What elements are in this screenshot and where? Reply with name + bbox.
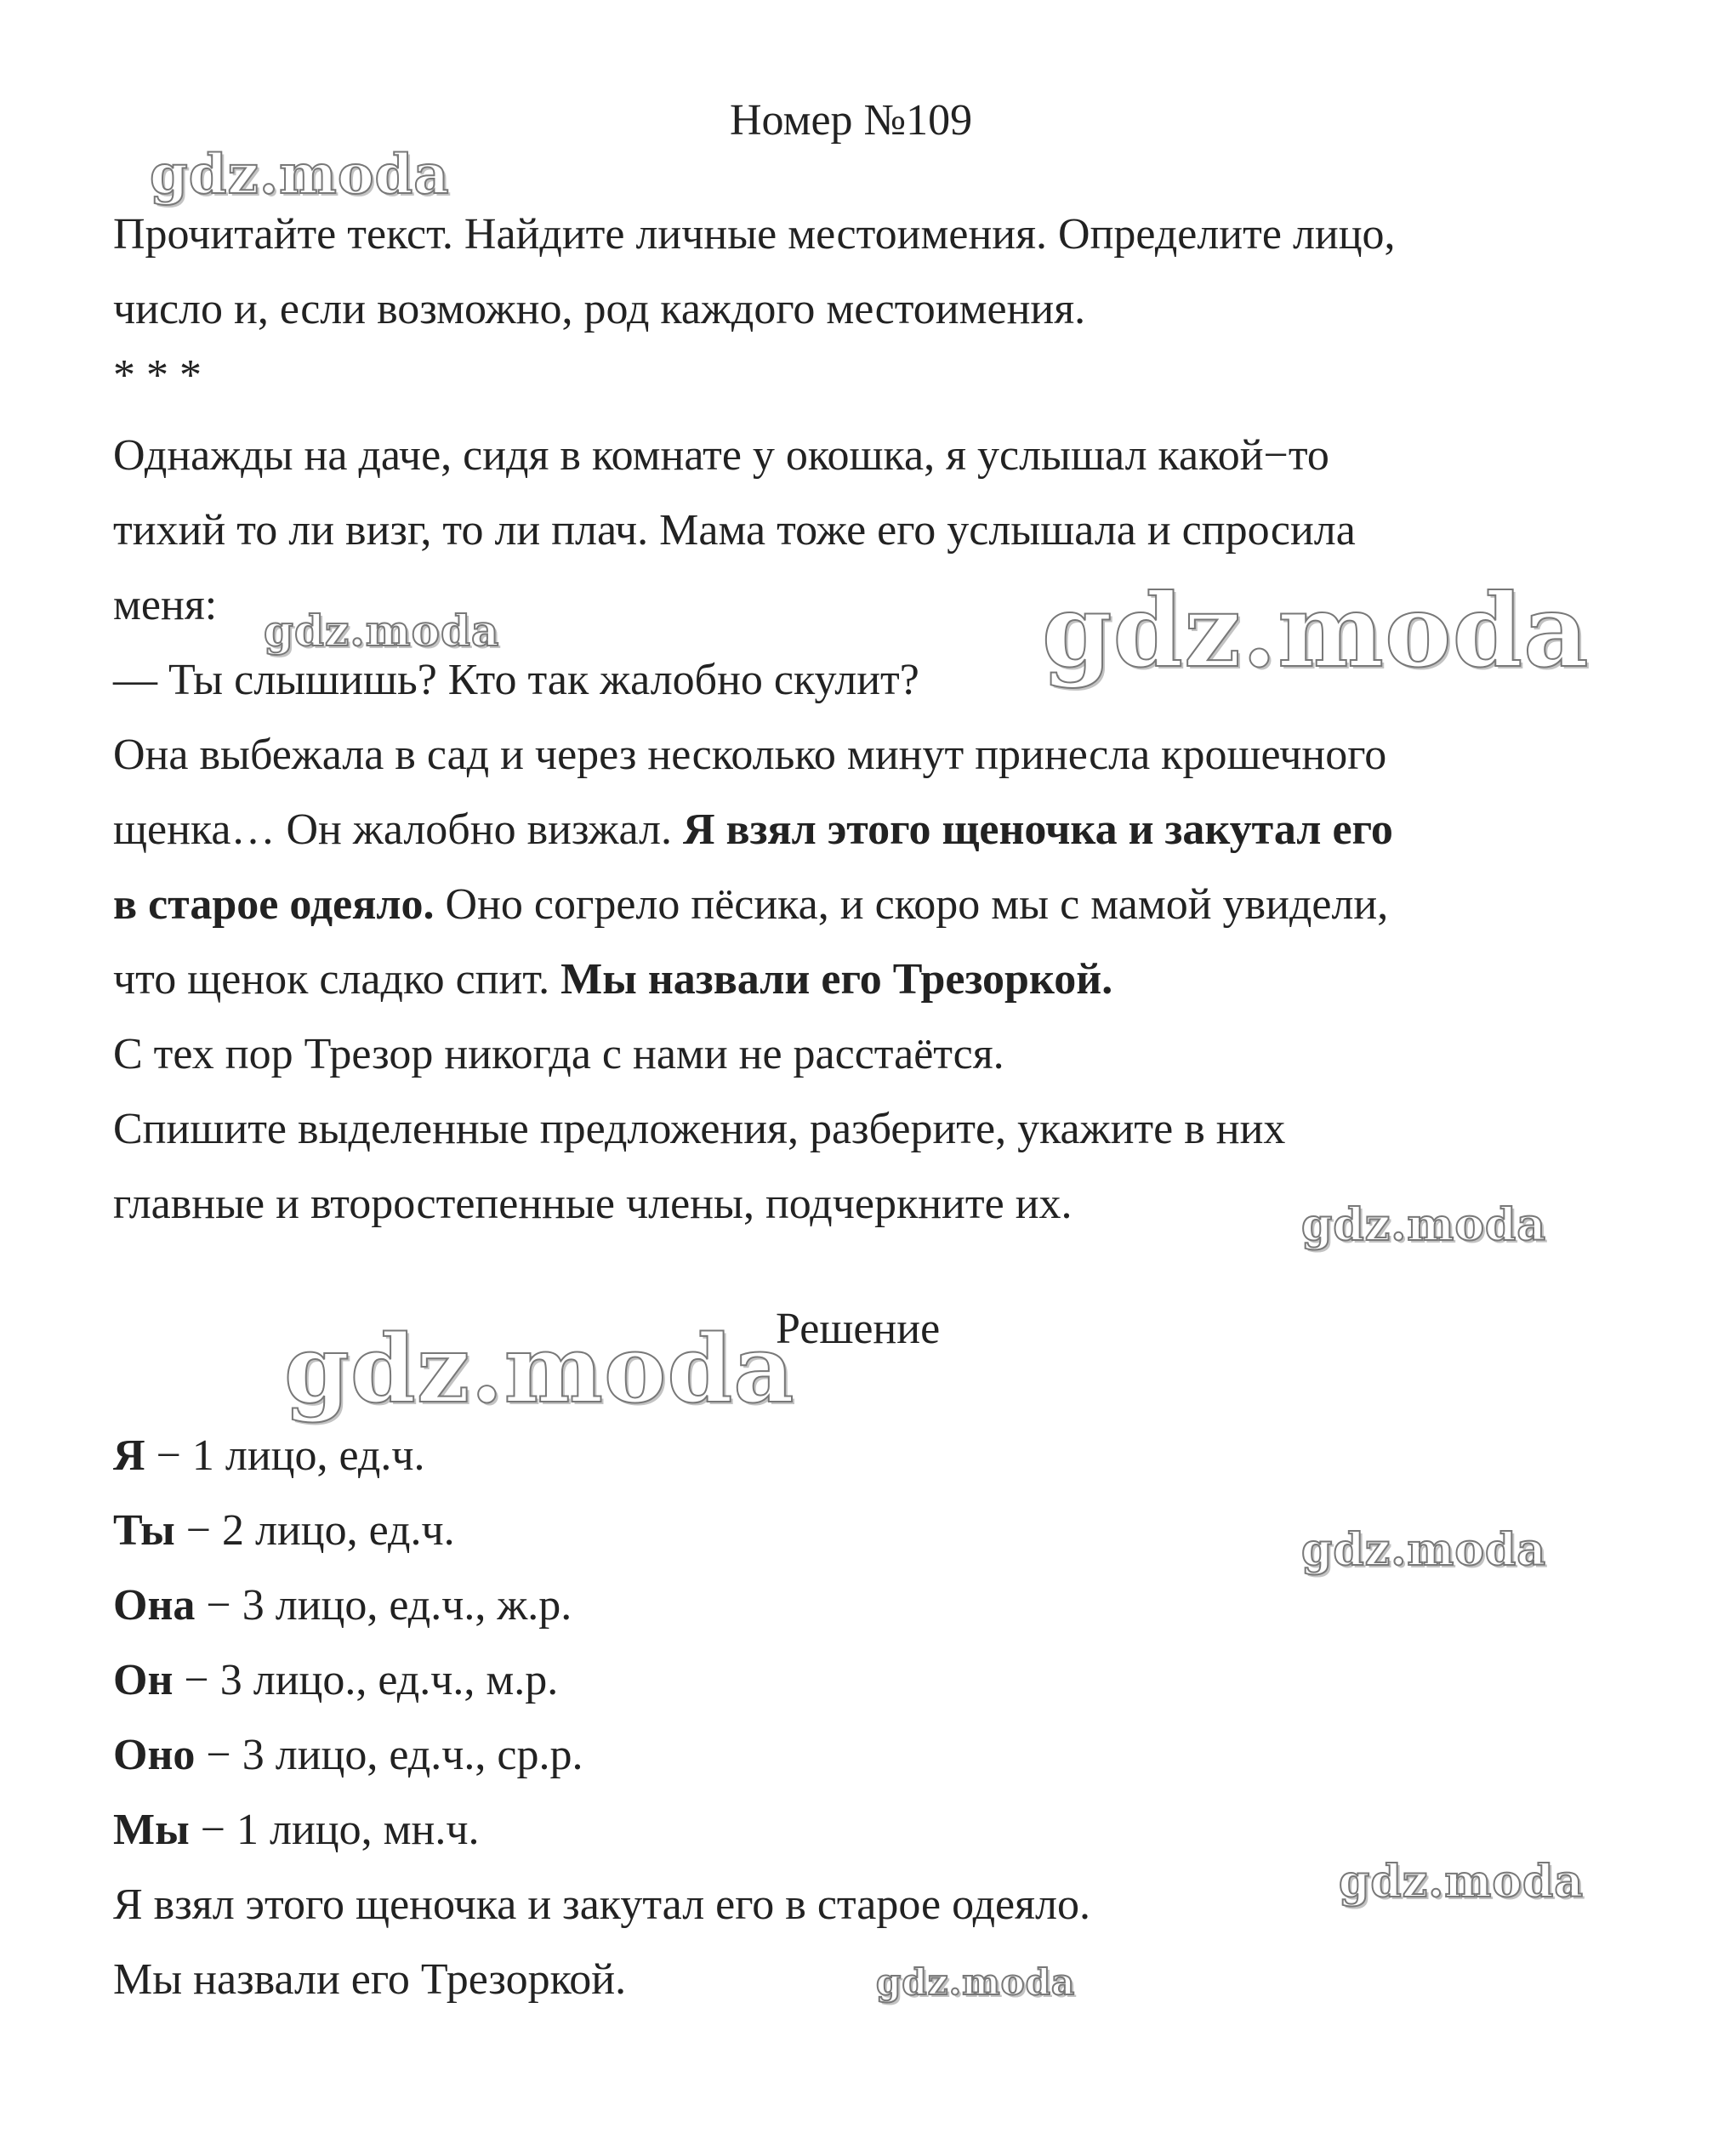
story-line-9: С тех пор Трезор никогда с нами не расстаётся.: [113, 1030, 1004, 1078]
story-line-8-bold: Мы назвали его Трезоркой.: [560, 955, 1113, 1004]
story-line-1: Однажды на даче, сидя в комнате у окошка, я услышал какой−то: [113, 431, 1329, 480]
pronoun-row: [113, 1493, 455, 1568]
page-title: Номер №109: [730, 96, 973, 145]
story-line-6: [113, 793, 1393, 868]
pronoun-word: Мы: [113, 1806, 190, 1854]
watermark-logo: gdz.moda: [264, 606, 500, 656]
story-line-6-plain: щенка… Он жалобно визжал.: [113, 805, 683, 854]
pronoun-row: [113, 1718, 583, 1793]
watermark-logo: gdz.moda: [1042, 572, 1590, 690]
solution-title: Решение: [776, 1305, 941, 1353]
story-line-5: Она выбежала в сад и через несколько минут принесла крошечного: [113, 731, 1387, 779]
pronoun-desc: − 3 лицо., ед.ч., м.р.: [173, 1656, 559, 1704]
story-line-2: тихий то ли визг, то ли плач. Мама тоже его услышала и спросила: [113, 506, 1356, 555]
story-line-7-bold: в старое одеяло.: [113, 880, 435, 929]
story-line-4: — Ты слышишь? Кто так жалобно скулит?: [113, 656, 919, 704]
watermark-logo: gdz.moda: [1339, 1856, 1585, 1908]
pronoun-row: [113, 1568, 572, 1643]
pronoun-word: Она: [113, 1581, 196, 1630]
task-line-2: число и, если возможно, род каждого местоимения.: [113, 285, 1086, 333]
pronoun-desc: − 2 лицо, ед.ч.: [174, 1506, 455, 1555]
watermark-logo: gdz.moda: [876, 1961, 1076, 2003]
watermark-logo: gdz.moda: [150, 143, 450, 207]
pronoun-word: Оно: [113, 1731, 196, 1779]
pronoun-row: [113, 1643, 558, 1718]
assignment-line-2: главные и второстепенные члены, подчеркните их.: [113, 1180, 1073, 1228]
pronoun-word: Ты: [113, 1506, 175, 1555]
story-line-8-plain: что щенок сладко спит.: [113, 955, 561, 1004]
pronoun-desc: − 1 лицо, ед.ч.: [145, 1431, 425, 1480]
pronoun-row: [113, 1793, 480, 1868]
task-line-1: Прочитайте текст. Найдите личные местоимения. Определите лицо,: [113, 210, 1396, 259]
answer-sentence-1: Я взял этого щеночка и закутал его в старое одеяло.: [113, 1880, 1090, 1929]
pronoun-row: [113, 1419, 425, 1493]
separator: * * *: [113, 351, 202, 400]
watermark-logo: gdz.moda: [284, 1314, 795, 1424]
story-line-7: [113, 868, 1388, 942]
pronoun-desc: − 3 лицо, ед.ч., ср.р.: [195, 1731, 583, 1779]
answer-sentence-2: Мы назвали его Трезоркой.: [113, 1955, 627, 2004]
story-line-6-bold: Я взял этого щеночка и закутал его: [682, 805, 1393, 854]
pronoun-desc: − 3 лицо, ед.ч., ж.р.: [195, 1581, 572, 1630]
story-line-3: меня:: [113, 581, 218, 629]
story-line-8: [113, 942, 1112, 1017]
watermark-logo: gdz.moda: [1301, 1199, 1547, 1251]
pronoun-desc: − 1 лицо, мн.ч.: [189, 1806, 480, 1854]
assignment-line-1: Спишите выделенные предложения, разберите, укажите в них: [113, 1105, 1286, 1153]
pronoun-word: Я: [113, 1431, 145, 1480]
pronoun-word: Он: [113, 1656, 174, 1704]
watermark-logo: gdz.moda: [1301, 1524, 1547, 1576]
story-line-7-plain: Оно согрело пёсика, и скоро мы с мамой увидели,: [434, 880, 1389, 929]
